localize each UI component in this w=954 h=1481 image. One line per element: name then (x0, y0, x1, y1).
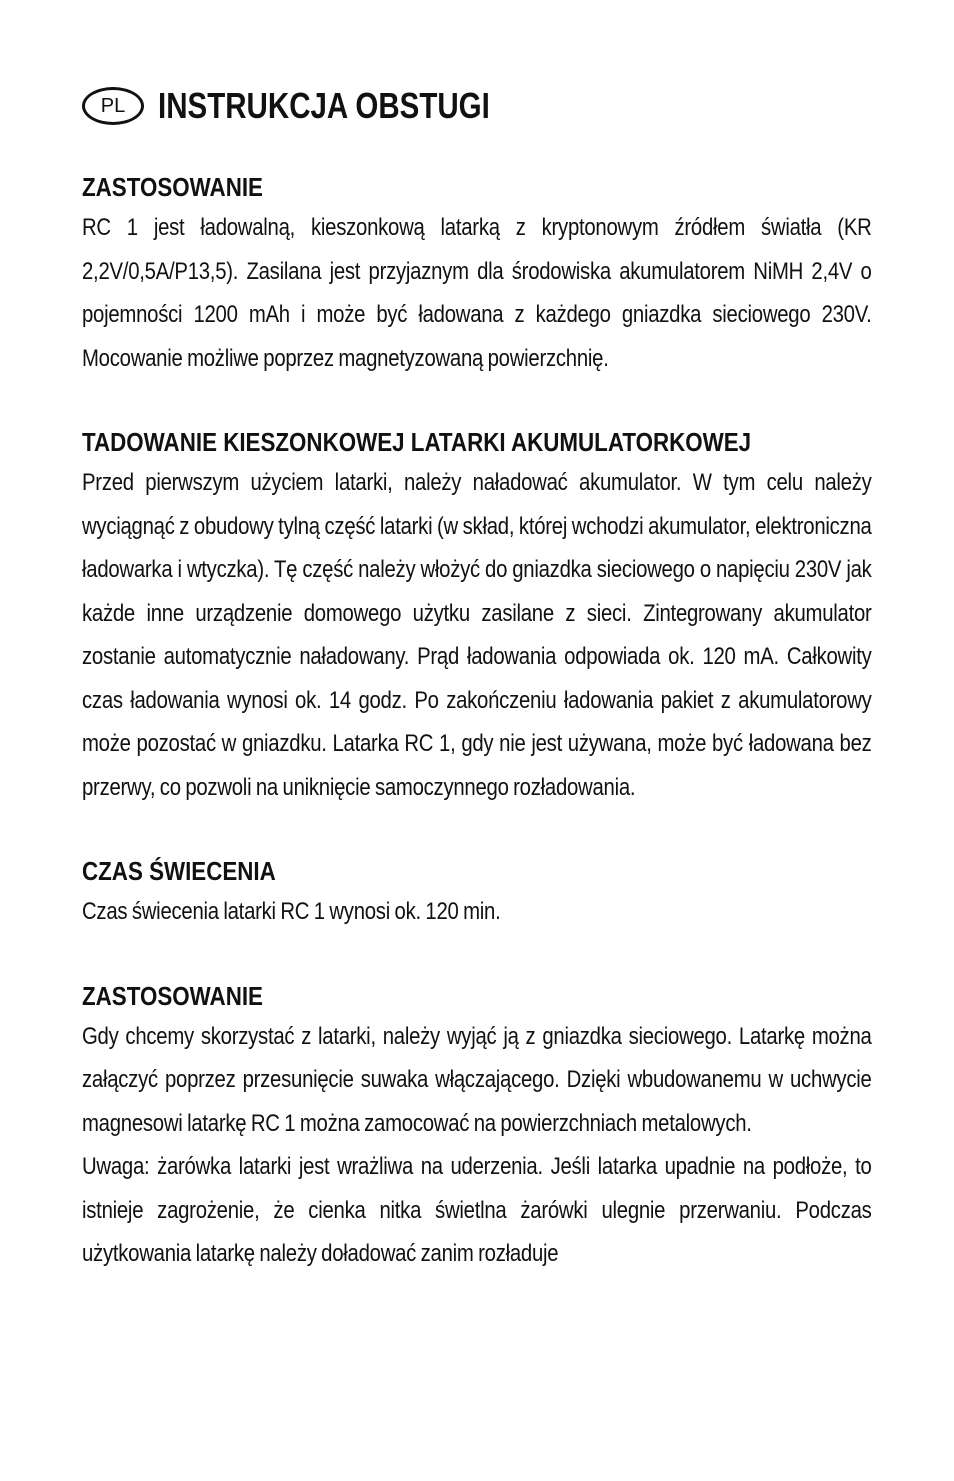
paragraph: Przed pierwszym użyciem latarki, należy naładować akumulator. W tym celu należy wyciągnąć z obudowy tylną część latarki (w skład, której wchodzi akumulator, elektroniczna ładowarka i wtyczka). Tę część należy włożyć do gniazdka sieciowego o napięciu 230V jak każde inne urządzenie domowego użytku zasilane z sieci. Zintegrowany akumulator zostanie automatycznie naładowany. Prąd ładowania odpowiada ok. 120 mA. Całkowity czas ładowania wynosi ok. 14 godz. Po zakończeniu ładowania pakiet z akumulatorowy może pozostać w gniazdku. Latarka RC 1, gdy nie jest używana, może być ładowana bez przerwy, co pozwoli na uniknięcie samoczynnego rozładowania. (82, 469, 872, 801)
manual-page (82, 78, 872, 1320)
section-body (82, 1015, 872, 1276)
page-title: INSTRUKCJA OBSTUGI (158, 85, 490, 126)
paragraph: RC 1 jest ładowalną, kieszonkową latarką z kryptonowym źródłem światła (KR 2,2V/0,5A/P13,5). Zasilana jest przyjaznym dla środowiska akumulatorem NiMH 2,4V o pojemności 1200 mAh i może być ładowana z każdego gniazdka sieciowego 230V. Mocowanie możliwe poprzez magnetyzowaną powierzchnię. (82, 214, 872, 372)
section-heading: ZASTOSOWANIE (82, 172, 263, 202)
section-usage (82, 979, 872, 1276)
section-lighting-time (82, 854, 872, 934)
section-heading: TADOWANIE KIESZONKOWEJ LATARKI AKUMULATORKOWEJ (82, 427, 752, 457)
section-heading: CZAS ŚWIECENIA (82, 856, 276, 886)
paragraph: Gdy chcemy skorzystać z latarki, należy wyjąć ją z gniazdka sieciowego. Latarkę można załączyć poprzez przesunięcie suwaka włączającego. Dzięki wbudowanemu w uchwycie magnesowi latarkę RC 1 można zamocować na powierzchniach metalowych. (82, 1022, 872, 1137)
section-heading: ZASTOSOWANIE (82, 980, 263, 1011)
title-row (82, 78, 872, 134)
section-application (82, 170, 872, 380)
section-body (82, 890, 872, 934)
paragraph-warning: Uwaga: żarówka latarki jest wrażliwa na uderzenia. Jeśli latarka upadnie na podłoże, to istnieje zagrożenie, że cienka nitka świetlna żarówki ulegnie przerwaniu. Podczas użytkowania latarkę należy doładować zanim rozładuje (82, 1153, 872, 1267)
section-charging (82, 425, 872, 809)
paragraph: Czas świecenia latarki RC 1 wynosi ok. 120 min. (82, 898, 501, 925)
section-body (82, 461, 872, 809)
language-badge: PL (82, 87, 144, 125)
section-body (82, 206, 872, 380)
